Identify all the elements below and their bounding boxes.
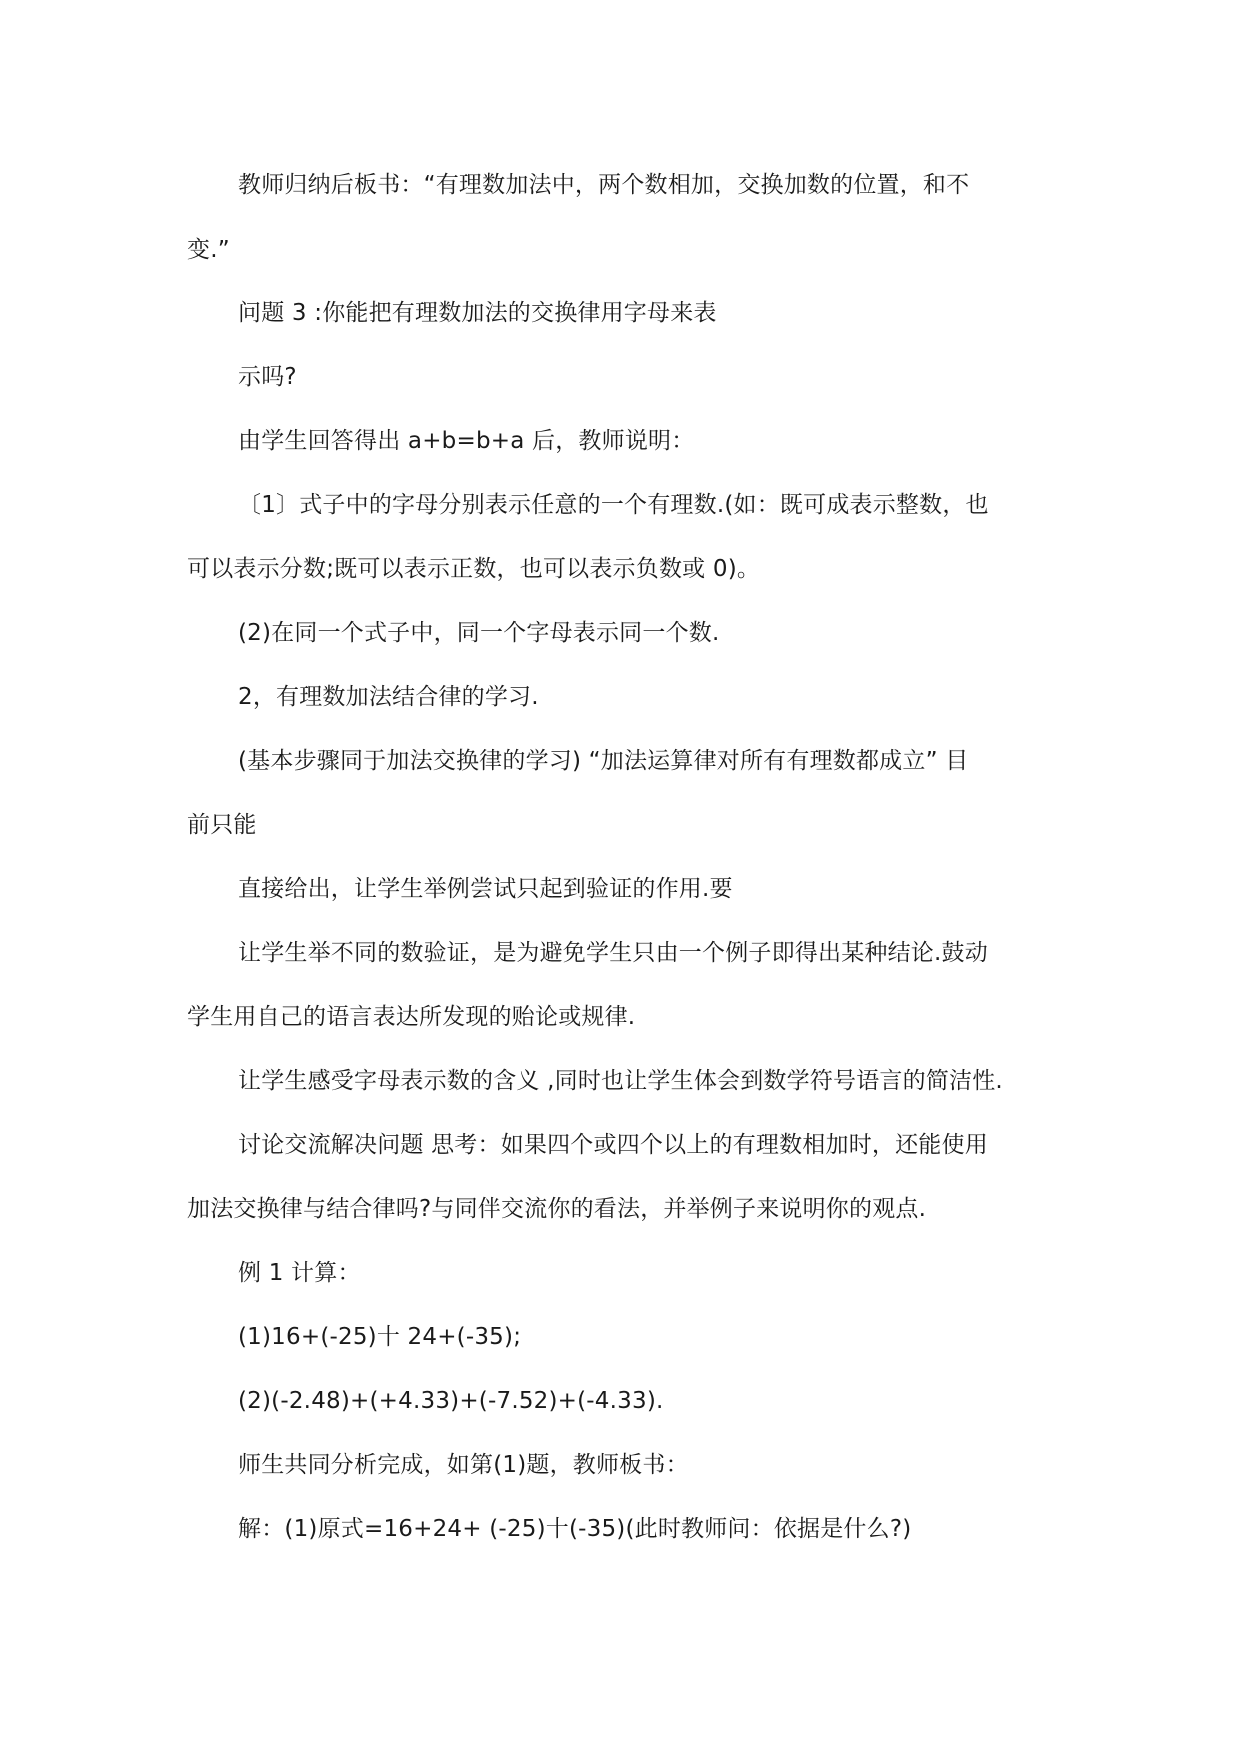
paragraph-line-7: 可以表示分数;既可以表示正数，也可以表示负数或 0)。: [187, 556, 761, 582]
paragraph-line-16: 讨论交流解决问题 思考：如果四个或四个以上的有理数相加时，还能使用: [238, 1132, 988, 1158]
paragraph-line-5: 由学生回答得出 a+b=b+a 后，教师说明：: [238, 428, 695, 454]
paragraph-line-12: 直接给出，让学生举例尝试只起到验证的作用.要: [238, 876, 733, 902]
paragraph-line-15: 让学生感受字母表示数的含义 ,同时也让学生体会到数学符号语言的简洁性.: [238, 1068, 1003, 1094]
paragraph-line-13: 让学生举不同的数验证，是为避免学生只由一个例子即得出某种结论.鼓动: [238, 940, 988, 966]
paragraph-line-9: 2，有理数加法结合律的学习.: [238, 684, 539, 710]
paragraph-line-22: 解：(1)原式=16+24+ (-25)十(-35)(此时教师问：依据是什么?): [238, 1516, 912, 1542]
paragraph-line-10: (基本步骤同于加法交换律的学习) “加法运算律对所有有理数都成立” 目: [238, 748, 969, 774]
paragraph-line-1: 教师归纳后板书：“有理数加法中，两个数相加，交换加数的位置，和不: [238, 172, 970, 198]
paragraph-line-14: 学生用自己的语言表达所发现的贻论或规律.: [187, 1004, 636, 1030]
paragraph-line-6: 〔1〕式子中的字母分别表示任意的一个有理数.(如：既可成表示整数，也: [238, 492, 989, 518]
paragraph-line-8: (2)在同一个式子中，同一个字母表示同一个数.: [238, 620, 720, 646]
paragraph-line-3: 问题 3 :你能把有理数加法的交换律用字母来表: [238, 300, 717, 326]
paragraph-line-17: 加法交换律与结合律吗?与同伴交流你的看法，并举例子来说明你的观点.: [187, 1196, 927, 1222]
paragraph-line-19: (1)16+(-25)十 24+(-35);: [238, 1324, 522, 1350]
paragraph-line-21: 师生共同分析完成，如第(1)题，教师板书：: [238, 1452, 689, 1478]
paragraph-line-4: 示吗?: [238, 364, 297, 390]
paragraph-line-20: (2)(-2.48)+(+4.33)+(-7.52)+(-4.33).: [238, 1388, 664, 1414]
paragraph-line-18: 例 1 计算：: [238, 1260, 361, 1286]
paragraph-line-2: 变.”: [187, 237, 230, 263]
paragraph-line-11: 前只能: [187, 812, 257, 838]
